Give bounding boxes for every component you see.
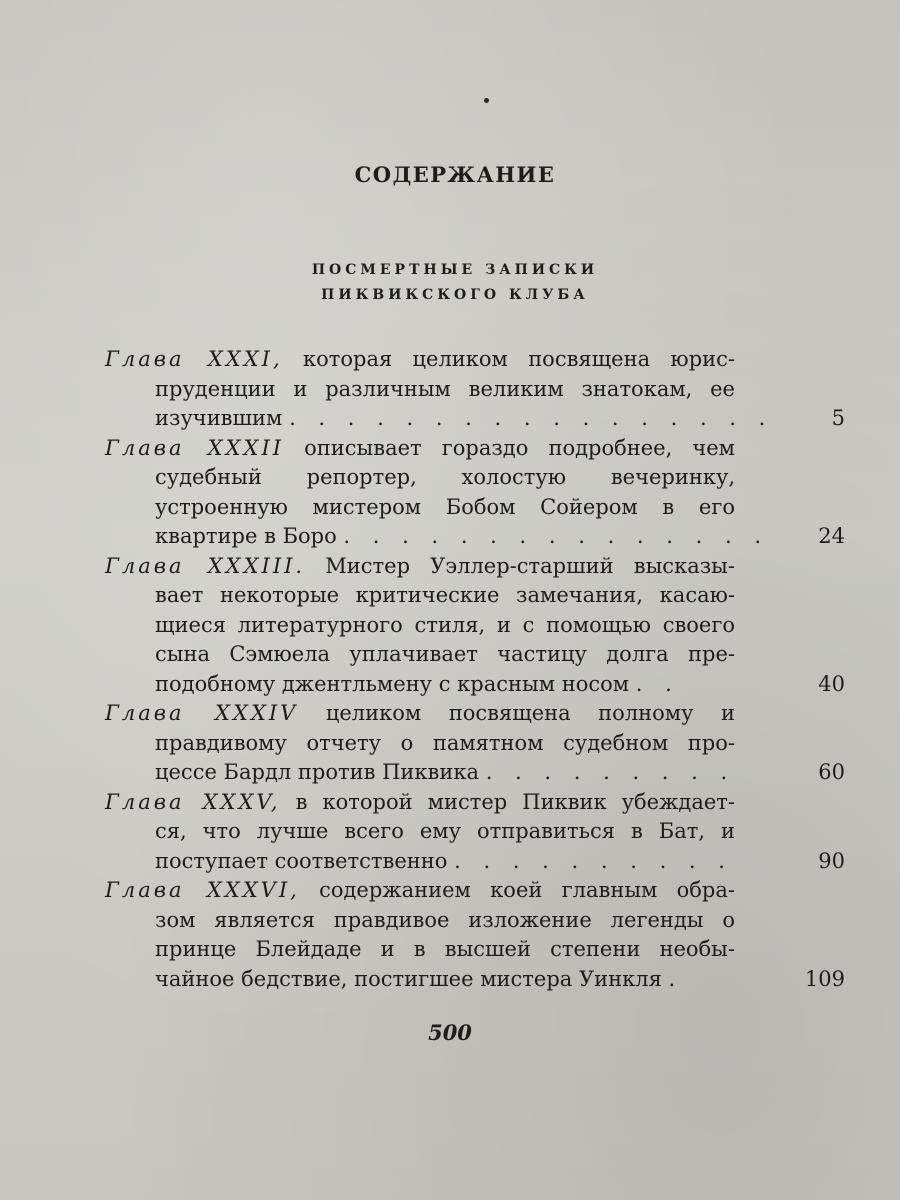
entry-text: Мистер Уэллер-старший высказы- — [325, 553, 735, 578]
leader-dots: . . . . . . . . . — [485, 760, 736, 784]
entry-text: квартире в Боро — [155, 524, 337, 548]
entry-text: устроенную мистером Бобом Сойером в его — [155, 494, 735, 519]
entry-text: содержанием коей главным обра- — [319, 878, 735, 902]
table-of-contents — [105, 345, 845, 994]
leader-dots: . . — [635, 671, 680, 696]
page-number: 24 — [818, 524, 845, 548]
leader-dots: . — [668, 966, 684, 991]
chapter-label: Глава XXXII — [105, 435, 285, 460]
chapter-label: Глава XXXVI, — [105, 878, 300, 902]
toc-entry[interactable] — [105, 876, 845, 994]
chapter-label: Глава XXXI, — [105, 347, 283, 371]
toc-entry[interactable] — [105, 434, 845, 552]
entry-text: правдивому отчету о памятном судебном про- — [155, 730, 735, 755]
page-number: 60 — [818, 760, 845, 784]
toc-entry[interactable] — [105, 699, 845, 788]
chapter-label: Глава XXXIV — [105, 701, 299, 725]
entry-text: сына Сэмюела уплачивает частицу долга пре- — [155, 642, 735, 666]
entry-text: которая целиком посвящена юрис- — [302, 347, 736, 371]
entry-text: щиеся литературного стиля, и с помощью своего — [155, 612, 735, 637]
entry-text: в которой мистер Пиквик убеждает- — [295, 789, 735, 814]
page-number: 109 — [804, 966, 845, 991]
printer-mark — [484, 98, 489, 103]
toc-entry[interactable] — [105, 788, 845, 877]
entry-text: поступает соответственно — [155, 848, 448, 873]
entry-text: чайное бедствие, постигшее мистера Уинкля — [155, 966, 662, 991]
page-title: СОДЕРЖАНИЕ — [354, 162, 556, 187]
entry-text: изучившим — [155, 406, 283, 430]
entry-text: судебный репортер, холостую вечеринку, — [155, 465, 735, 489]
leader-dots: . . . . . . . . . . — [454, 848, 733, 873]
page-number: 90 — [818, 848, 845, 873]
entry-text: цессе Бардл против Пиквика — [155, 760, 479, 784]
section-title-line-2: ПИКВИКСКОГО КЛУБА — [321, 287, 589, 303]
toc-entry[interactable] — [105, 552, 845, 700]
entry-text: вает некоторые критические замечания, касаю- — [155, 583, 735, 607]
leader-dots: . . . . . . . . . . . . . . . — [343, 524, 770, 548]
entry-text: подобному джентльмену с красным носом — [155, 671, 630, 696]
entry-text: пруденции и различным великим знатокам, ее — [155, 376, 735, 401]
entry-text: ся, что лучше всего ему отправиться в Бат, и — [155, 819, 735, 843]
page-folio: 500 — [428, 1020, 472, 1045]
page-number: 5 — [831, 406, 845, 430]
page-number: 40 — [818, 671, 845, 696]
leader-dots: . . . . . . . . . . . . . . . . . — [289, 406, 774, 430]
chapter-label: Глава XXXIII. — [105, 553, 306, 578]
entry-text: зом является правдивое изложение легенды о — [155, 907, 735, 932]
entry-text: целиком посвящена полному и — [325, 701, 735, 725]
entry-text: описывает гораздо подробнее, чем — [304, 435, 735, 460]
entry-text: принце Блейдаде и в высшей степени необы- — [155, 937, 735, 961]
chapter-label: Глава XXXV, — [105, 789, 281, 814]
section-title-line-1: ПОСМЕРТНЫЕ ЗАПИСКИ — [311, 262, 599, 278]
toc-entry[interactable] — [105, 345, 845, 434]
